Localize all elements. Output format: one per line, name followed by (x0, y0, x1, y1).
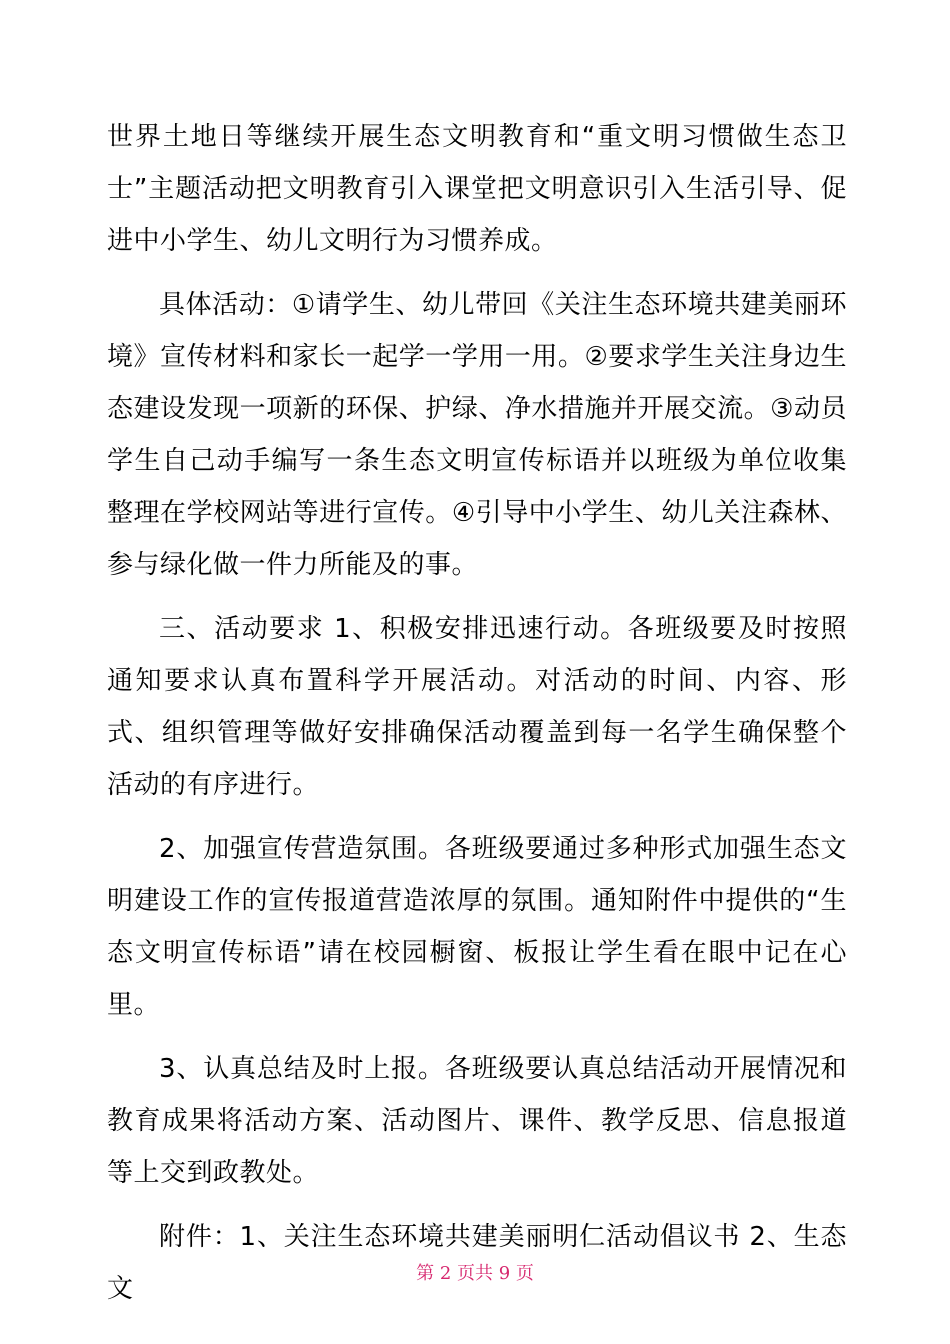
paragraph-summary: 3、认真总结及时上报。各班级要认真总结活动开展情况和教育成果将活动方案、活动图片、课件、教学反思、信息报道等上交到政教处。 (107, 1054, 847, 1188)
paragraph-publicity: 2、加强宣传营造氛围。各班级要通过多种形式加强生态文明建设工作的宣传报道营造浓厚的氛围。通知附件中提供的“生态文明宣传标语”请在校园橱窗、板报让学生看在眼中记在心里。 (107, 834, 847, 1020)
paragraph-attachments: 附件：1、关注生态环境共建美丽明仁活动倡议书 2、生态文 (107, 1222, 847, 1304)
paragraph-specific-activities: 具体活动：①请学生、幼儿带回《关注生态环境共建美丽环境》宣传材料和家长一起学一学用一用。②要求学生关注身边生态建设发现一项新的环保、护绿、净水措施并开展交流。③动员学生自己动手编写一条生态文明宣传标语并以班级为单位收集整理在学校网站等进行宣传。④引导中小学生、幼儿关注森林、参与绿化做一件力所能及的事。 (107, 290, 847, 580)
paragraph-requirements: 三、活动要求 1、积极安排迅速行动。各班级要及时按照通知要求认真布置科学开展活动。对活动的时间、内容、形式、组织管理等做好安排确保活动覆盖到每一名学生确保整个活动的有序进行。 (107, 614, 847, 800)
paragraph-continuation: 世界土地日等继续开展生态文明教育和“重文明习惯做生态卫士”主题活动把文明教育引入课堂把文明意识引入生活引导、促进中小学生、幼儿文明行为习惯养成。 (107, 122, 847, 256)
document-body (107, 111, 847, 1327)
page-number-footer: 第 2 页共 9 页 (416, 1263, 534, 1284)
